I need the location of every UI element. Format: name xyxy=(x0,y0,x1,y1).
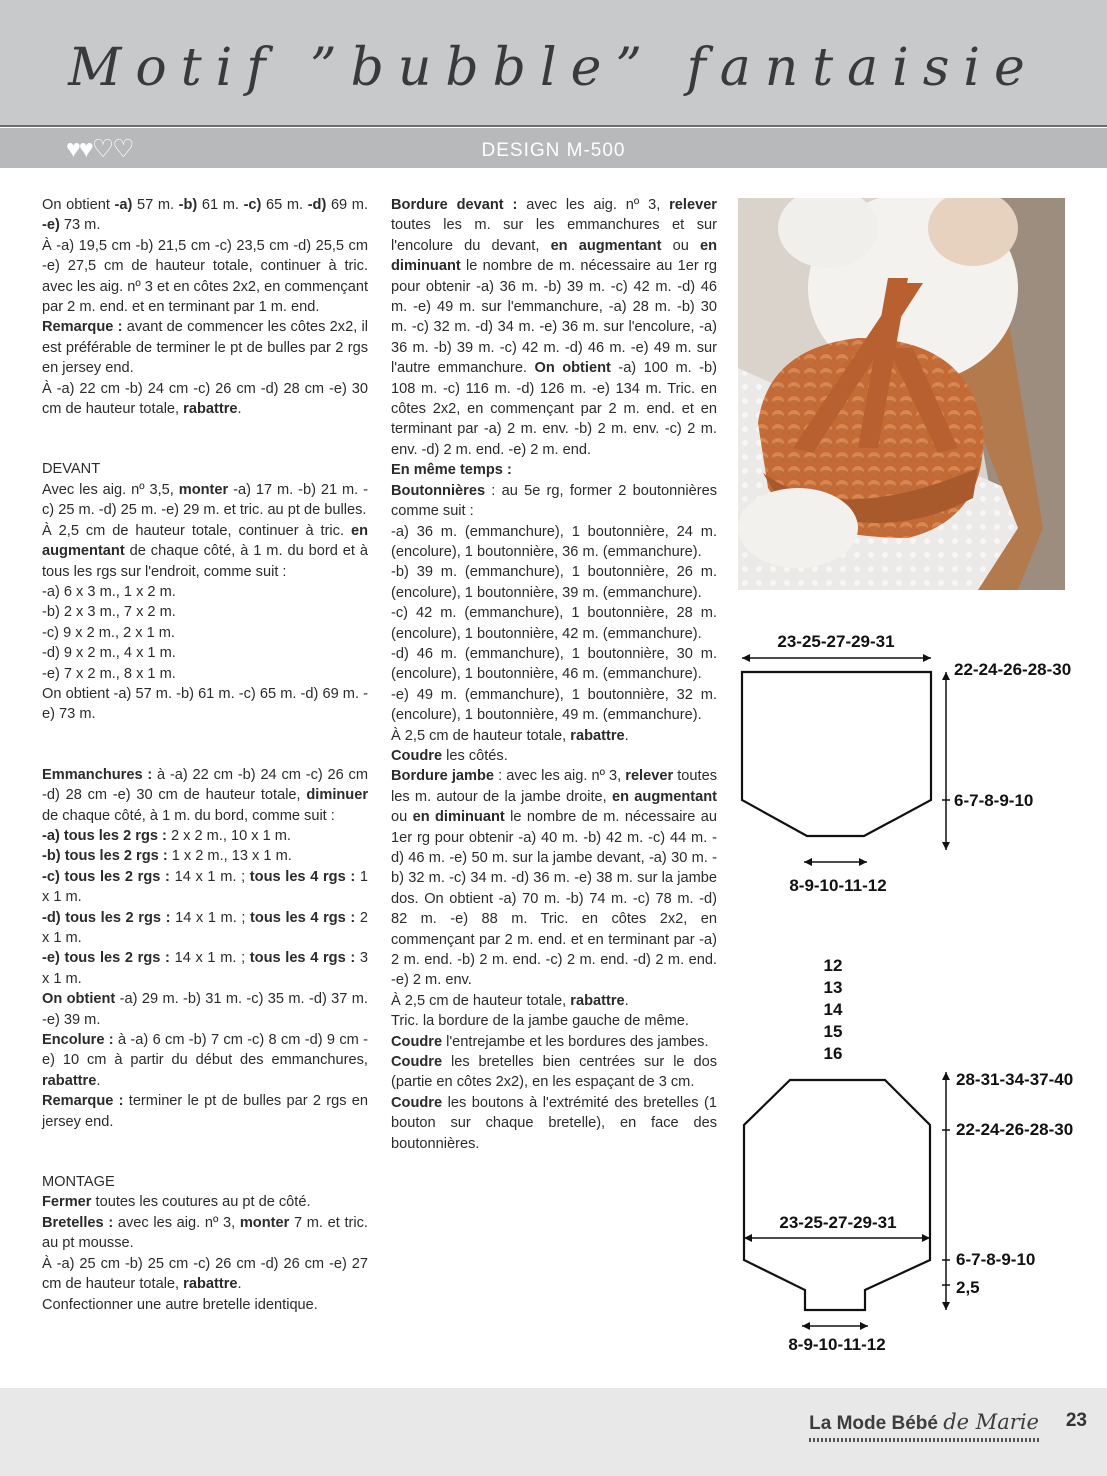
page-header xyxy=(0,0,1107,127)
difficulty-hearts-icon: ♥♥♡♡ xyxy=(66,135,133,163)
paragraph: À 2,5 cm de hauteur totale, rabattre. xyxy=(391,727,629,744)
back-top-label-3: 14 xyxy=(823,1000,843,1019)
paragraph: Avec les aig. nº 3,5, monter -a) 17 m. -b) 21 m. -c) 25 m. -d) 25 m. -e) 29 m. et tric. au pt de bulles. xyxy=(42,481,368,519)
arrow-head xyxy=(802,1322,810,1330)
arrow-head xyxy=(923,654,931,662)
paragraph: À -a) 22 cm -b) 24 cm -c) 26 cm -d) 28 cm -e) 30 cm de hauteur totale, rabattre. xyxy=(42,380,368,418)
size-diagrams xyxy=(720,600,1100,1380)
design-code-text: DESIGN M-500 xyxy=(481,140,626,161)
magazine-brand: La Mode Bébé de Marie xyxy=(809,1410,1039,1434)
back-piece-diagram xyxy=(744,956,1073,1354)
paragraph: À -a) 19,5 cm -b) 21,5 cm -c) 23,5 cm -d) 25,5 cm -e) 27,5 cm de hauteur totale, continuer à tric. avec les aig. nº 3 et en côtes 2x2, en commençant par 2 m. end. et en terminant par 1 m. end. xyxy=(42,237,368,316)
back-top-label-1: 12 xyxy=(823,956,843,975)
back-armhole-label: 6-7-8-9-10 xyxy=(956,1250,1036,1269)
front-armhole-label: 6-7-8-9-10 xyxy=(954,791,1034,810)
size-line: -a) 6 x 3 m., 1 x 2 m. xyxy=(42,583,176,600)
paragraph: On obtient -a) 29 m. -b) 31 m. -c) 35 m. -d) 37 m. -e) 39 m. xyxy=(42,991,368,1028)
size-line: -d) 9 x 2 m., 4 x 1 m. xyxy=(42,645,176,662)
paragraph: On obtient -a) 57 m. -b) 61 m. -c) 65 m. -d) 69 m. -e) 73 m. xyxy=(42,685,368,723)
page-footer xyxy=(0,1388,1107,1476)
back-top-label-5: 16 xyxy=(823,1044,843,1063)
section-heading-montage: MONTAGE xyxy=(42,1174,115,1191)
paragraph: Tric. la bordure de la jambe gauche de même. xyxy=(391,1013,689,1030)
arrow-head xyxy=(744,1234,752,1242)
page-title: Motif ”bubble” fantaisie xyxy=(68,38,1039,98)
paragraph: À 2,5 cm de hauteur totale, continuer à tric. en augmentant de chaque côté, à 1 m. du bord et à tous les rgs sur l'endroit, comme suit : xyxy=(42,522,368,580)
paragraph: Bretelles : avec les aig. nº 3, monter 7 m. et tric. au pt mousse. xyxy=(42,1214,368,1252)
paragraph: Fermer toutes les coutures au pt de côté. xyxy=(42,1194,311,1211)
back-width-label: 23-25-27-29-31 xyxy=(779,1213,897,1232)
arrow-head xyxy=(942,1072,950,1080)
back-height-label: 22-24-26-28-30 xyxy=(956,1120,1074,1139)
section-heading-devant: DEVANT xyxy=(42,461,101,478)
back-piece-outline xyxy=(744,1080,930,1310)
back-total-label: 28-31-34-37-40 xyxy=(956,1070,1074,1089)
paragraph: Bordure devant : avec les aig. nº 3, relever toutes les m. sur les emmanchures et sur l'encolure du devant, en augmentant ou en diminuant le nombre de m. nécessaire au 1er rg pour obtenir -a) 36 m. -b) 39 m. -c) 42 m. -d) 46 m. -e) 49 m. sur l'emmanchure, -a) 28 m. -b) 30 m. -c) 32 m. -d) 34 m. -e) 36 m. sur l'encolure, -a) 36 m. -b) 39 m. -c) 42 m. -d) 46 m. -e) 49 m. sur l'autre emmanchure. On obtient -a) 100 m. -b) 108 m. -c) 116 m. -d) 126 m. -e) 134 m. Tric. en côtes 2x2, en commençant par 2 m. end. et en terminant par -a) 2 m. env. -b) 2 m. env. -c) 2 m. env. -d) 2 m. end. -e) 2 m. end. xyxy=(391,197,718,458)
design-bar xyxy=(0,128,1107,168)
back-top-label-2: 13 xyxy=(823,978,843,997)
design-code xyxy=(0,140,1107,162)
size-line: -e) 7 x 2 m., 8 x 1 m. xyxy=(42,665,176,682)
paragraph: Coudre les côtés. xyxy=(391,747,508,764)
front-piece-diagram xyxy=(742,632,1071,895)
decorative-underline xyxy=(809,1438,1041,1442)
instructions-column-2 xyxy=(391,195,717,1154)
size-line: -a) tous les 2 rgs : 2 x 2 m., 10 x 1 m. xyxy=(42,827,291,844)
arrow-head xyxy=(942,1302,950,1310)
arrow-head xyxy=(942,672,950,680)
paragraph: On obtient -a) 57 m. -b) 61 m. -c) 65 m. -d) 69 m. -e) 73 m. xyxy=(42,197,368,234)
paragraph: Encolure : à -a) 6 cm -b) 7 cm -c) 8 cm -d) 9 cm -e) 10 cm à partir du début des emmanchures, rabattre. xyxy=(42,1032,369,1089)
paragraph: À -a) 25 cm -b) 25 cm -c) 26 cm -d) 26 cm -e) 27 cm de hauteur totale, rabattre. xyxy=(42,1255,368,1293)
size-line: -d) tous les 2 rgs : 14 x 1 m. ; tous les 4 rgs : 2 x 1 m. xyxy=(42,909,369,946)
schematic-diagrams xyxy=(720,600,1100,1380)
paragraph: En même temps : xyxy=(391,462,512,479)
size-line: -b) 39 m. (emmanchure), 1 boutonnière, 26 m. (encolure), 1 boutonnière, 39 m. (emmanchure). xyxy=(391,564,717,601)
paragraph: Boutonnières : au 5e rg, former 2 boutonnières comme suit : xyxy=(391,482,717,520)
front-piece-outline xyxy=(742,672,931,836)
front-height-label: 22-24-26-28-30 xyxy=(954,660,1072,679)
back-crotch-label: 8-9-10-11-12 xyxy=(788,1335,886,1354)
paragraph: Coudre les bretelles bien centrées sur le dos (partie en côtes 2x2), en les espaçant de 3 cm. xyxy=(391,1054,717,1091)
size-line: -b) 2 x 3 m., 7 x 2 m. xyxy=(42,604,176,621)
back-top-label-4: 15 xyxy=(823,1022,843,1041)
paragraph: Confectionner une autre bretelle identique. xyxy=(42,1296,318,1313)
paragraph: À 2,5 cm de hauteur totale, rabattre. xyxy=(391,992,629,1009)
paragraph: Remarque : terminer le pt de bulles par 2 rgs en jersey end. xyxy=(42,1093,368,1130)
paragraph: Bordure jambe : avec les aig. nº 3, relever toutes les m. autour de la jambe droite, en augmentant ou en diminuant le nombre de m. nécessaire au 1er rg pour obtenir -a) 40 m. -b) 42 m. -c) 44 m. -d) 46 m. -e) 50 m. sur la jambe devant, -a) 30 m. -b) 32 m. -c) 34 m. -d) 36 m. -e) 38 m. sur la jambe dos. On obtient -a) 70 m. -b) 74 m. -c) 78 m. -d) 82 m. -e) 88 m. Tric. en côtes 2x2, en commençant par 2 m. end. et en terminant par -a) 2 m. end. -b) 2 m. end. -c) 2 m. end. -d) 2 m. end. -e) 2 m. env. xyxy=(391,768,718,989)
arrow-head xyxy=(860,1322,868,1330)
arrow-head xyxy=(922,1234,930,1242)
size-line: -e) tous les 2 rgs : 14 x 1 m. ; tous les 4 rgs : 3 x 1 m. xyxy=(42,950,368,987)
arrow-head xyxy=(804,858,812,866)
size-line: -e) 49 m. (emmanchure), 1 boutonnière, 32 m. (encolure), 1 boutonnière, 49 m. (emmanchure). xyxy=(391,686,717,724)
size-line: -a) 36 m. (emmanchure), 1 boutonnière, 24 m. (encolure), 1 boutonnière, 36 m. (emmanchure). xyxy=(391,523,717,560)
size-line: -d) 46 m. (emmanchure), 1 boutonnière, 30 m. (encolure), 1 boutonnière, 46 m. (emmanchure). xyxy=(391,645,717,683)
size-line: -b) tous les 2 rgs : 1 x 2 m., 13 x 1 m. xyxy=(42,848,292,865)
brand-script: de Marie xyxy=(943,1410,1039,1434)
page-number: 23 xyxy=(1065,1410,1087,1431)
paragraph: Emmanchures : à -a) 22 cm -b) 24 cm -c) 26 cm -d) 28 cm -e) 30 cm de hauteur totale, diminuer de chaque côté, à 1 m. du bord, comme suit : xyxy=(42,766,368,824)
photo-illustration xyxy=(738,198,1065,590)
front-width-label: 23-25-27-29-31 xyxy=(777,632,895,651)
paragraph: Coudre l'entrejambe et les bordures des jambes. xyxy=(391,1033,709,1050)
instructions-column-1 xyxy=(42,195,368,1315)
baby-romper-photo xyxy=(738,198,1065,590)
size-line: -c) tous les 2 rgs : 14 x 1 m. ; tous les 4 rgs : 1 x 1 m. xyxy=(42,868,368,906)
paragraph: Remarque : avant de commencer les côtes 2x2, il est préférable de terminer le pt de bulles par 2 rgs en jersey end. xyxy=(42,319,368,377)
arrow-head xyxy=(859,858,867,866)
back-rib-label: 2,5 xyxy=(956,1278,980,1297)
arrow-head xyxy=(742,654,750,662)
paragraph: Coudre les boutons à l'extrémité des bretelles (1 bouton sur chaque bretelle), en face des boutonnières. xyxy=(391,1094,717,1152)
front-crotch-label: 8-9-10-11-12 xyxy=(789,876,887,895)
size-line: -c) 9 x 2 m., 2 x 1 m. xyxy=(42,624,175,641)
size-line: -c) 42 m. (emmanchure), 1 boutonnière, 28 m. (encolure), 1 boutonnière, 42 m. (emmanchure). xyxy=(391,605,717,642)
arrow-head xyxy=(942,842,950,850)
